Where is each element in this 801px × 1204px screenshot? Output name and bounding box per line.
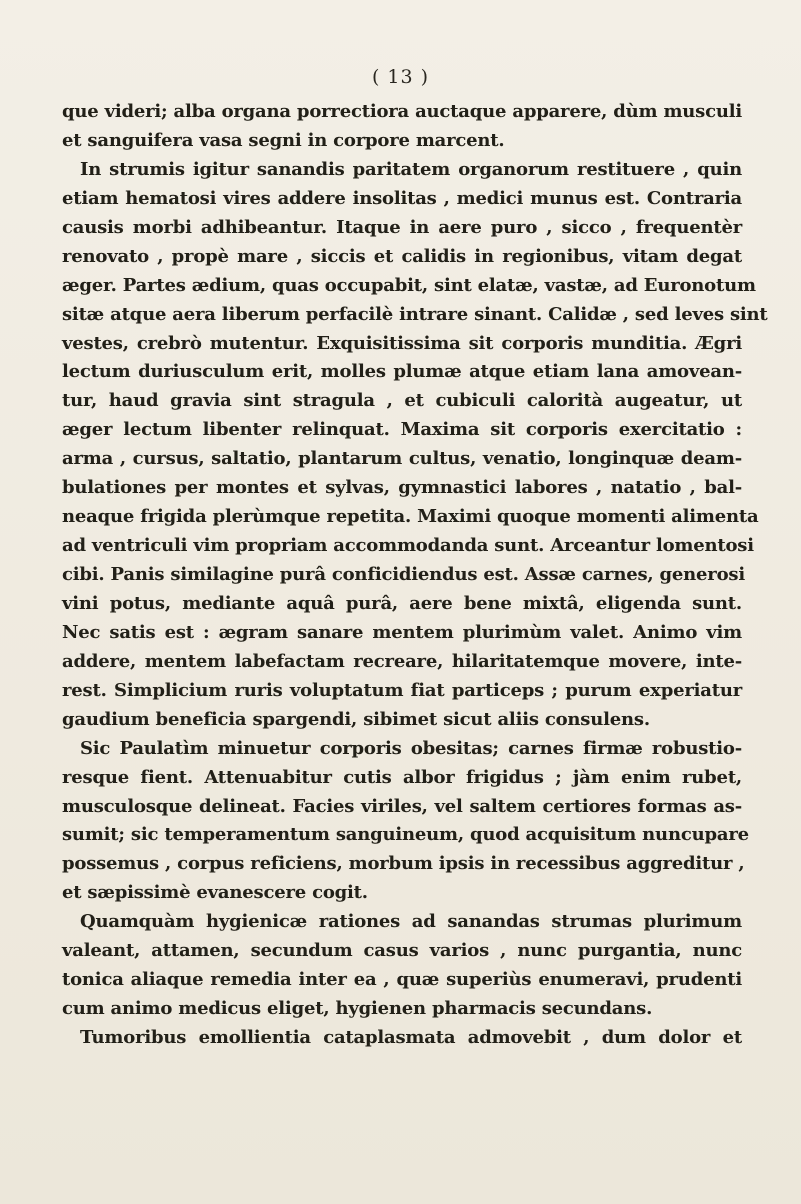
text-line: resque fient. Attenuabitur cutis albor frigidus ; jàm enim rubet,: [62, 766, 742, 788]
text-line: addere, mentem labefactam recreare, hilaritatemque movere, inte-: [62, 650, 742, 672]
body-text: [62, 98, 768, 1053]
text-line: gaudium beneficia spargendi, sibimet sicut aliis consulens.: [62, 708, 650, 730]
text-line: causis morbi adhibeantur. Itaque in aere puro , sicco , frequentèr: [62, 216, 742, 238]
text-line: bulationes per montes et sylvas, gymnastici labores , natatio , bal-: [62, 477, 742, 499]
text-line: æger lectum libenter relinquat. Maxima sit corporis exercitatio :: [62, 419, 742, 441]
text-line: Tumoribus emollientia cataplasmata admovebit , dum dolor et: [80, 1027, 742, 1048]
text-line: vestes, crebrò mutentur. Exquisitissima sit corporis munditia. Ægri: [62, 332, 742, 354]
text-line: musculosque delineat. Facies viriles, vel saltem certiores formas as-: [62, 795, 742, 817]
text-line: valeant, attamen, secundum casus varios , nunc purgantia, nunc: [62, 940, 742, 962]
text-line: renovato , propè mare , siccis et calidis in regionibus, vitam degat: [62, 245, 742, 267]
text-line: ad ventriculi vim propriam accommodanda sunt. Arceantur lomentosi: [62, 535, 754, 557]
text-line: Nec satis est : ægram sanare mentem plurimùm valet. Animo vim: [62, 621, 742, 643]
text-line: tonica aliaque remedia inter ea , quæ superiùs enumeravi, prudenti: [62, 969, 742, 991]
text-line: et sanguifera vasa segni in corpore marcent.: [62, 129, 505, 151]
text-line: Quamquàm hygienicæ rationes ad sanandas strumas plurimum: [80, 911, 742, 933]
text-line: æger. Partes ædium, quas occupabit, sint elatæ, vastæ, ad Euronotum: [62, 274, 756, 296]
text-line: vini potus, mediante aquâ purâ, aere bene mixtâ, eligenda sunt.: [62, 592, 742, 614]
text-line: etiam hematosi vires addere insolitas , medici munus est. Contraria: [62, 187, 742, 209]
text-line: neaque frigida plerùmque repetita. Maximi quoque momenti alimenta: [62, 506, 759, 528]
text-line: lectum duriusculum erit, molles plumæ atque etiam lana amovean-: [62, 361, 742, 383]
text-line: sumit; sic temperamentum sanguineum, quod acquisitum nuncupare: [62, 824, 749, 846]
text-line: et sæpissimè evanescere cogit.: [62, 882, 368, 904]
text-line: In strumis igitur sanandis paritatem organorum restituere , quin: [80, 158, 742, 180]
page-number: ( 13 ): [371, 66, 430, 88]
text-line: cibi. Panis similagine purâ conficidiendus est. Assæ carnes, generosi: [62, 564, 745, 585]
text-line: sitæ atque aera liberum perfacilè intrare sinant. Calidæ , sed leves sint: [62, 303, 768, 325]
text-line: tur, haud gravia sint stragula , et cubiculi calorità augeatur, ut: [62, 390, 742, 412]
text-line: possemus , corpus reficiens, morbum ipsis in recessibus aggreditur ,: [62, 853, 745, 875]
text-line: que videri; alba organa porrectiora auctaque apparere, dùm musculi: [62, 101, 743, 122]
text-line: arma , cursus, saltatio, plantarum cultus, venatio, longinquæ deam-: [62, 448, 742, 470]
text-line: rest. Simplicium ruris voluptatum fiat particeps ; purum experiatur: [62, 679, 742, 701]
text-line: Sic Paulatìm minuetur corporis obesitas; carnes firmæ robustio-: [80, 737, 742, 759]
text-line: cum animo medicus eliget, hygienen pharmacis secundans.: [62, 998, 653, 1020]
